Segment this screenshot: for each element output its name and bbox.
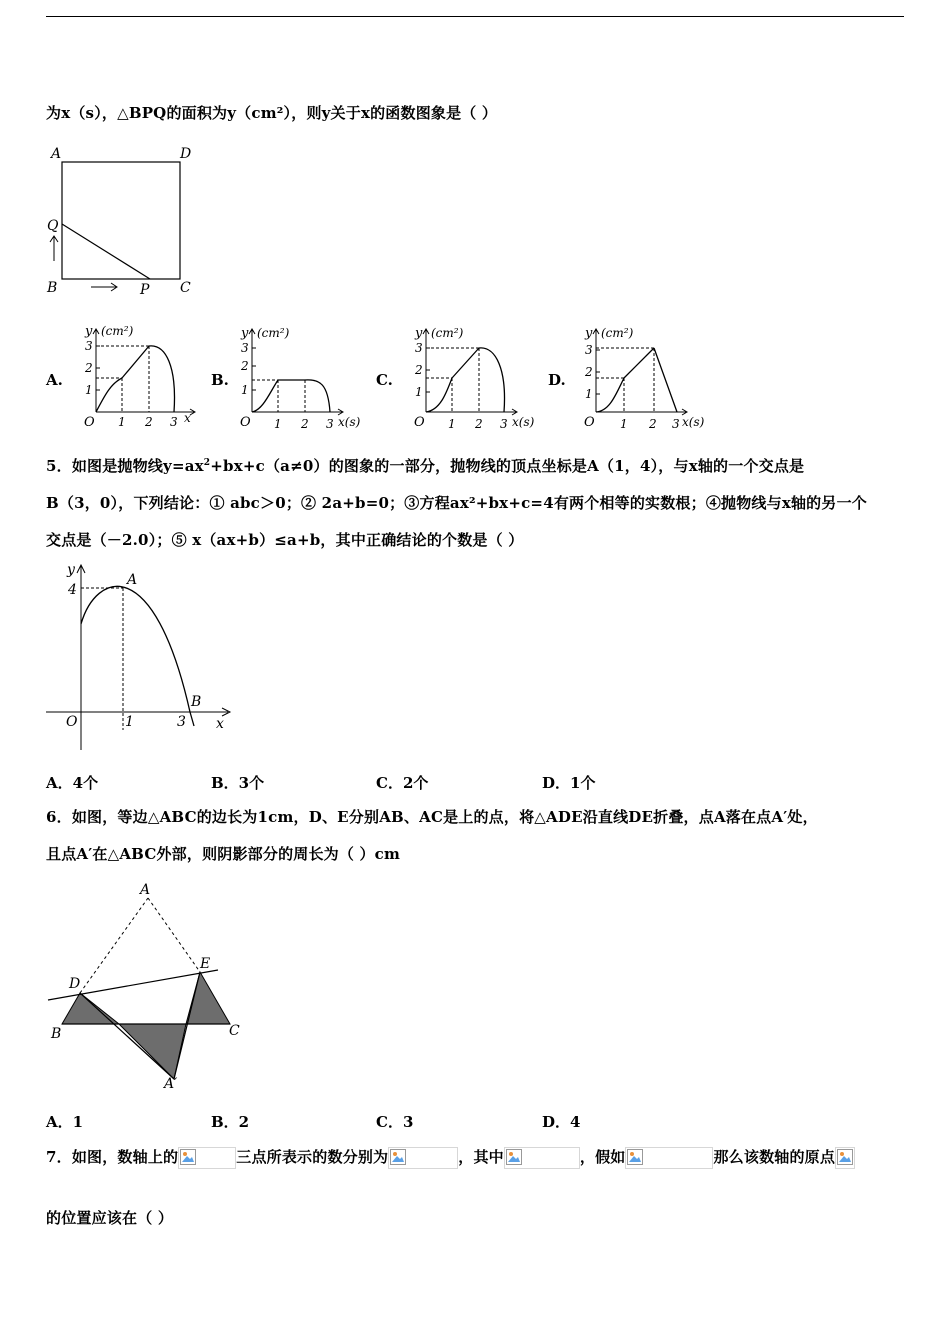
xtick-1: 1 bbox=[620, 417, 628, 431]
ytick-3: 3 bbox=[585, 343, 593, 357]
label-e: E bbox=[200, 956, 211, 972]
q4-square-figure bbox=[44, 144, 204, 300]
label-b: B bbox=[47, 280, 58, 296]
origin-label: O bbox=[84, 415, 95, 430]
y-axis-label: y bbox=[85, 324, 93, 339]
label-b: B bbox=[191, 694, 202, 710]
y-axis-label: y bbox=[415, 326, 423, 341]
broken-image-icon bbox=[625, 1147, 713, 1169]
q5-line1-sup: 2 bbox=[203, 458, 211, 468]
y-axis-label: y bbox=[585, 326, 593, 341]
broken-image-icon bbox=[388, 1147, 458, 1169]
q6-option-d[interactable]: D．4 bbox=[542, 1113, 581, 1131]
label-p: P bbox=[140, 282, 150, 298]
q7-text-4: ，假如 bbox=[579, 1148, 626, 1166]
origin-label: O bbox=[414, 415, 425, 430]
q4-option-a-letter[interactable]: A. bbox=[46, 371, 63, 389]
q5-text-line-3: 交点是（－2.0）；⑤ x（ax+b）≤a+b，其中正确结论的个数是（ ） bbox=[46, 531, 524, 549]
q7-text-line-1 bbox=[46, 1146, 855, 1169]
ytick-2: 2 bbox=[585, 365, 593, 379]
q4-option-c-graph[interactable] bbox=[404, 322, 544, 434]
ytick-2: 2 bbox=[85, 361, 93, 375]
ytick-2: 2 bbox=[241, 359, 249, 373]
xtick-1: 1 bbox=[274, 417, 282, 431]
q7-text-5: 那么该数轴的原点 bbox=[713, 1148, 836, 1166]
label-b: B bbox=[51, 1026, 62, 1042]
label-d: D bbox=[69, 976, 81, 992]
broken-image-icon bbox=[178, 1147, 236, 1169]
label-a-prime: A′ bbox=[164, 1076, 178, 1090]
label-d: D bbox=[180, 146, 192, 162]
x-axis-label: x bbox=[184, 411, 191, 425]
xtick-2: 2 bbox=[475, 417, 483, 431]
x-axis-label: x(s) bbox=[512, 415, 535, 429]
q5-option-a[interactable]: A．4个 bbox=[46, 774, 99, 792]
q4-option-a-graph[interactable] bbox=[74, 322, 204, 434]
label-1: 1 bbox=[125, 714, 134, 730]
label-a: A bbox=[140, 882, 151, 898]
q4-option-d-graph[interactable] bbox=[574, 322, 714, 434]
ytick-1: 1 bbox=[241, 383, 249, 397]
xtick-3: 3 bbox=[326, 417, 334, 431]
q5-text-line-1 bbox=[46, 455, 804, 476]
label-c: C bbox=[229, 1023, 240, 1039]
y-axis-label: y bbox=[241, 326, 249, 341]
origin-label: O bbox=[240, 415, 251, 430]
q5-text-line-2: B（3，0），下列结论：① abc＞0；② 2a+b=0；③方程ax²+bx+c=4有两个相等的实数根；④抛物线与x轴的另一个 bbox=[46, 494, 867, 512]
xtick-3: 3 bbox=[500, 417, 508, 431]
xtick-2: 2 bbox=[301, 417, 309, 431]
origin-label: O bbox=[584, 415, 595, 430]
xtick-3: 3 bbox=[170, 415, 178, 429]
q6-option-c[interactable]: C．3 bbox=[376, 1113, 414, 1131]
ytick-1: 1 bbox=[85, 383, 93, 397]
unit-label: (cm²) bbox=[101, 324, 134, 338]
xtick-3: 3 bbox=[672, 417, 680, 431]
q6-triangle-figure bbox=[44, 880, 254, 1090]
label-q: Q bbox=[47, 218, 59, 234]
q4-text-line: 为x（s），△BPQ的面积为y（cm²），则y关于x的函数图象是（ ） bbox=[46, 104, 498, 122]
q4-option-d-letter[interactable]: D. bbox=[548, 371, 566, 389]
label-o: O bbox=[66, 714, 78, 730]
label-a: A bbox=[51, 146, 62, 162]
unit-label: (cm²) bbox=[431, 326, 464, 340]
q4-option-c-letter[interactable]: C. bbox=[376, 371, 393, 389]
q5-option-b[interactable]: B．3个 bbox=[211, 774, 265, 792]
unit-label: (cm²) bbox=[257, 326, 290, 340]
q5-option-c[interactable]: C．2个 bbox=[376, 774, 429, 792]
xtick-1: 1 bbox=[448, 417, 456, 431]
q5-line1-b: +bx+c（a≠0）的图象的一部分，抛物线的顶点坐标是A（1，4），与x轴的一个交点是 bbox=[210, 457, 805, 475]
ytick-2: 2 bbox=[415, 363, 423, 377]
xtick-2: 2 bbox=[145, 415, 153, 429]
broken-image-icon bbox=[504, 1147, 580, 1169]
q5-line1-a: 5．如图是抛物线y=ax bbox=[46, 457, 204, 475]
unit-label: (cm²) bbox=[601, 326, 634, 340]
q4-option-b-graph[interactable] bbox=[230, 322, 370, 434]
q6-text-line-2: 且点A′在△ABC外部，则阴影部分的周长为（ ）cm bbox=[46, 845, 401, 863]
q7-text-2: 三点所表示的数分别为 bbox=[236, 1148, 389, 1166]
header-rule bbox=[46, 16, 904, 17]
label-y: y bbox=[67, 562, 75, 578]
q7-text-line-2: 的位置应该在（ ） bbox=[46, 1209, 174, 1227]
ytick-3: 3 bbox=[85, 339, 93, 353]
ytick-1: 1 bbox=[415, 385, 423, 399]
q4-option-b-letter[interactable]: B. bbox=[211, 371, 229, 389]
ytick-3: 3 bbox=[241, 341, 249, 355]
q6-option-b[interactable]: B．2 bbox=[211, 1113, 250, 1131]
label-c: C bbox=[180, 280, 191, 296]
broken-image-icon bbox=[835, 1147, 855, 1169]
xtick-1: 1 bbox=[118, 415, 126, 429]
label-x: x bbox=[216, 716, 224, 732]
ytick-1: 1 bbox=[585, 387, 593, 401]
label-a: A bbox=[127, 572, 138, 588]
label-4: 4 bbox=[68, 582, 77, 598]
q6-option-a[interactable]: A．1 bbox=[46, 1113, 84, 1131]
q7-text-3: ，其中 bbox=[458, 1148, 504, 1166]
xtick-2: 2 bbox=[649, 417, 657, 431]
label-3: 3 bbox=[177, 714, 186, 730]
x-axis-label: x(s) bbox=[682, 415, 705, 429]
q5-option-d[interactable]: D．1个 bbox=[542, 774, 596, 792]
q6-text-line-1: 6．如图，等边△ABC的边长为1cm，D、E分别AB、AC是上的点，将△ADE沿直线DE折叠，点A落在点A′处， bbox=[46, 808, 818, 826]
q7-text-1: 7．如图，数轴上的 bbox=[46, 1148, 179, 1166]
q5-parabola-figure bbox=[44, 560, 244, 754]
x-axis-label: x(s) bbox=[338, 415, 361, 429]
ytick-3: 3 bbox=[415, 341, 423, 355]
